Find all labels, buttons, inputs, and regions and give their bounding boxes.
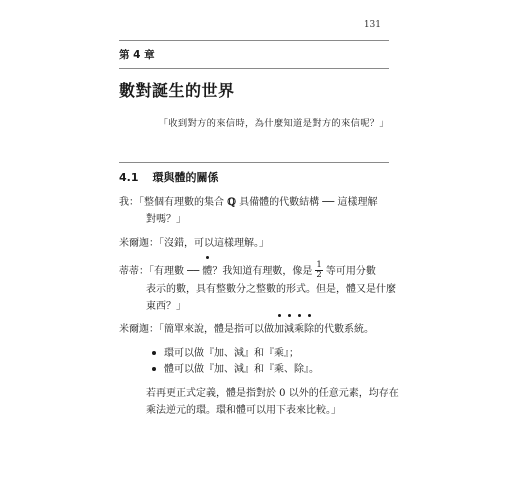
bullet-icon xyxy=(152,367,156,371)
section-heading xyxy=(119,169,219,185)
chapter-title: 數對誕生的世界 xyxy=(119,81,235,100)
rational-set-symbol: ℚ xyxy=(227,197,236,208)
dialogue-line-6: 東西？」 xyxy=(146,301,186,312)
line-4-text-b: ？我知道有理數，像是 xyxy=(212,266,313,277)
page-number: 131 xyxy=(363,20,381,30)
dialogue-line-10: 若再更正式定義，體是指對於 0 以外的任意元素，均存在 xyxy=(146,388,399,399)
bullet-text-field: 體可以做『加、減』和『乘、除』。 xyxy=(164,364,319,375)
line-1-text-a: 我：「整個有理數的集合 xyxy=(119,197,228,208)
dialogue-line-5: 表示的數，具有整數分之整數的形式。但是，體又是什麼 xyxy=(146,284,396,295)
emphasis-divide: 除 xyxy=(304,319,314,340)
dialogue-line-2: 對嗎？」 xyxy=(146,214,186,225)
emphasis-multiply: 乘 xyxy=(294,319,304,340)
line-4-text-c: 等可用分數 xyxy=(325,266,376,277)
epigraph: 「收到對方的來信時，為什麼知道是對方的來信呢？」 xyxy=(158,118,389,129)
chapter-rule xyxy=(119,68,389,69)
bullet-text-ring: 環可以做『加、減』和『乘』； xyxy=(164,348,299,359)
line-4-text-a: 蒂蒂：「有理數 ── xyxy=(119,266,203,277)
emphasis-field: 體 xyxy=(202,261,212,282)
emphasis-add: 加 xyxy=(274,319,284,340)
fraction-one-half xyxy=(315,261,322,280)
line-7-text-a: 米爾迦：「簡單來說，體是指可以做 xyxy=(119,324,274,335)
bullet-item-field xyxy=(152,359,319,380)
chapter-label: 第 4 章 xyxy=(119,49,155,61)
bullet-icon xyxy=(152,351,156,355)
fraction-denominator: 2 xyxy=(316,270,322,280)
line-7-text-b: 的代數系統。 xyxy=(314,324,374,335)
dialogue-line-7 xyxy=(119,319,374,340)
section-title: 環與體的關係 xyxy=(152,171,219,184)
section-rule xyxy=(119,162,389,163)
fraction-numerator: 1 xyxy=(316,260,322,270)
emphasis-subtract: 減 xyxy=(284,319,294,340)
line-1-text-b: 具備體的代數結構 ── 這樣理解 xyxy=(235,197,378,208)
section-number: 4.1 xyxy=(119,171,139,184)
dialogue-line-11: 乘法逆元的環。環和體可以用下表來比較。」 xyxy=(146,405,341,416)
dialogue-line-3: 米爾迦：「沒錯，可以這樣理解。」 xyxy=(119,238,269,249)
header-rule xyxy=(119,40,389,41)
